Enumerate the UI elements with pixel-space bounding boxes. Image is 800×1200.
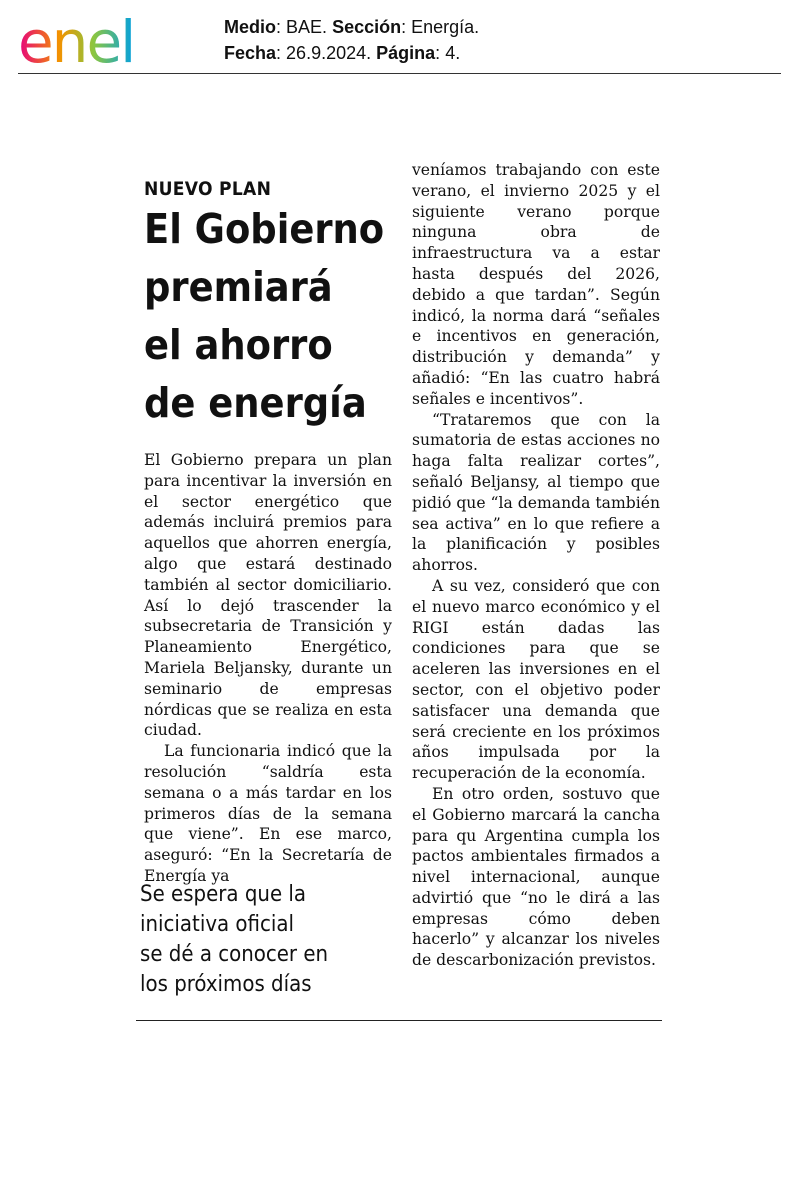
headline-line: El Gobierno <box>144 205 385 253</box>
headline-line: premiará <box>144 263 333 311</box>
pull-quote <box>140 880 390 1000</box>
body-paragraph: “Trataremos que con la sumatoria de estas acciones no haga falta realizar cortes”, señaló Beljansy, al tiempo que pidió que “la demanda también sea activa” en lo que refiere a la planificación y posibles ahorros. <box>412 410 660 575</box>
headline-line: de energía <box>144 379 367 427</box>
enel-logo <box>18 8 190 70</box>
clipping-bottom-rule <box>136 1020 662 1021</box>
fecha-label: Fecha <box>224 43 277 63</box>
pull-quote-line: iniciativa oficial <box>140 912 295 937</box>
pagina-value: 4. <box>445 43 461 63</box>
body-paragraph: En otro orden, sostuvo que el Gobierno marcará la cancha para qu Argentina cumpla los pactos ambientales firmados a nivel internacional, aunque advirtió que “no le dirá a las empresas cómo deben hacerlo” y alcanzar los niveles de descarbonización previstos. <box>412 784 660 970</box>
body-paragraph: A su vez, consideró que con el nuevo marco económico y el RIGI están dadas las condiciones para que se aceleren las inversiones en el sector, con el objetivo poder satisfacer una demanda que será creciente en los próximos años impulsada por la recuperación de la economía. <box>412 576 660 783</box>
medio-value: BAE. <box>286 17 328 37</box>
seccion-value: Energía. <box>411 17 480 37</box>
meta-line-2: Fecha: 26.9.2024. Página: 4. <box>224 43 461 63</box>
body-paragraph: El Gobierno prepara un plan para incentivar la inversión en el sector energético que además incluirá premios para aquellos que ahorren energía, algo que estará destinado también al sector domiciliario. Así lo dejó trascender la subsecretaria de Transición y Planeamiento Energético, Mariela Beljansky, durante un seminario de empresas nórdicas que se realiza en esta ciudad. <box>144 451 392 740</box>
article-column-left <box>144 450 392 887</box>
header-divider <box>18 73 781 74</box>
pull-quote-line: los próximos días <box>140 972 312 997</box>
article-headline <box>144 200 394 432</box>
headline-line: el ahorro <box>144 321 333 369</box>
pull-quote-line: Se espera que la <box>140 882 307 907</box>
body-paragraph: veníamos trabajando con este verano, el invierno 2025 y el siguiente verano porque ninguna obra de infraestructura va a estar hasta después del 2026, debido a que tardan”. Según indicó, la norma dará “señales e incentivos en generación, distribución y demanda” y añadió: “En las cuatro habrá señales e incentivos”. <box>412 161 660 408</box>
pull-quote-line: se dé a conocer en <box>140 942 329 967</box>
svg-text:enel: enel <box>18 8 135 70</box>
pagina-label: Página <box>376 43 436 63</box>
clipping-metadata <box>224 14 479 66</box>
fecha-value: 26.9.2024. <box>286 43 372 63</box>
seccion-label: Sección <box>332 17 402 37</box>
medio-label: Medio <box>224 17 276 37</box>
article-kicker: NUEVO PLAN <box>144 178 272 200</box>
article-column-right <box>412 160 660 971</box>
meta-line-1: Medio: BAE. Sección: Energía. <box>224 17 480 37</box>
body-paragraph: La funcionaria indicó que la resolución “saldría esta semana o a más tardar en los primeros días de la semana que viene”. En ese marco, aseguró: “En la Secretaría de Energía ya <box>144 742 392 885</box>
